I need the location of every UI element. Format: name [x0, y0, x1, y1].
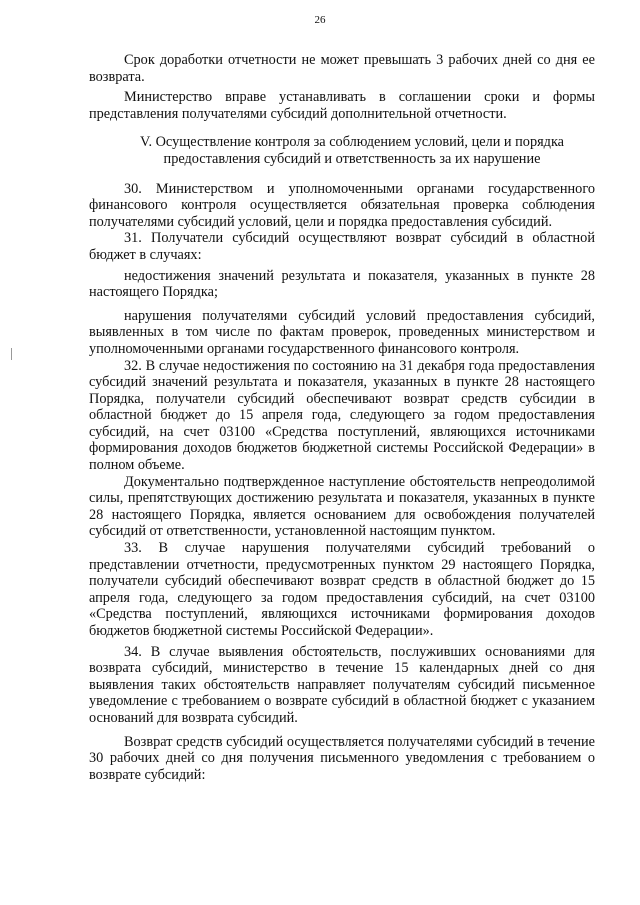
clause-32: 32. В случае недостижения по состоянию на 31 декабря года предоставления субсидий значений результата и показателя, указанных в пункте 28 настоящего Порядка, получатели субсидий обеспечивают возврат средств субсидии в областной бюджет до 15 апреля года, следующего за годом предоставления субсидий, на счет 03100 «Средства поступлений, являющихся источниками формирования доходов бюджетов бюджетной системы Российской Федерации» в полном объеме.: [89, 357, 595, 474]
clause-34: 34. В случае выявления обстоятельств, послуживших основаниями для возврата субсидий, министерство в течение 15 календарных дней со дня выявления таких обстоятельств направляет получателям субсидий письменное уведомление с требованием о возврате субсидий в областной бюджет с указанием оснований для возврата субсидий.: [89, 643, 595, 726]
clause-32-force-majeure: Документально подтвержденное наступление обстоятельств непреодолимой силы, препятствующих достижению результата и показателя, указанных в пункте 28 настоящего Порядка, является основанием для освобождения получателей субсидий от ответственности, установленной настоящим пунктом.: [89, 473, 595, 540]
section-heading-line-1: V. Осуществление контроля за соблюдением условий, цели и порядка: [139, 134, 565, 151]
clause-31-case-b: нарушения получателями субсидий условий предоставления субсидий, выявленных в том числе по фактам проверок, проведенных министерством и уполномоченными органами государственного финансового контроля.: [89, 307, 595, 357]
margin-mark: [11, 348, 12, 360]
paragraph-revision-deadline: Срок доработки отчетности не может превышать 3 рабочих дней со дня ее возврата.: [89, 52, 595, 85]
clause-31: 31. Получатели субсидий осуществляют возврат субсидий в областной бюджет в случаях:: [89, 230, 595, 263]
clause-30: 30. Министерством и уполномоченными органами государственного финансового контроля осуществляется обязательная проверка соблюдения получателями субсидий условий, цели и порядка предоставления субсидий.: [89, 180, 595, 230]
clause-31-case-a: недостижения значений результата и показателя, указанных в пункте 28 настоящего Порядка;: [89, 267, 595, 301]
section-heading: [89, 134, 595, 167]
clause-33: 33. В случае нарушения получателями субсидий требований о представлении отчетности, предусмотренных пунктом 29 настоящего Порядка, получатели субсидий обеспечивают возврат средств в областной бюджет до 15 апреля года, следующего за годом предоставления субсидий, на счет 03100 «Средства поступлений, являющихся источниками формирования доходов бюджетов бюджетной системы Российской Федерации».: [89, 540, 595, 639]
document-body: [89, 52, 595, 783]
page-number: 26: [314, 14, 326, 26]
paragraph-additional-reporting: Министерство вправе устанавливать в соглашении сроки и формы представления получателями субсидий дополнительной отчетности.: [89, 89, 595, 122]
section-heading-line-2: предоставления субсидий и ответственность за их нарушение: [163, 150, 541, 167]
clause-34-return-term: Возврат средств субсидий осуществляется получателями субсидий в течение 30 рабочих дней со дня получения письменного уведомления с требованием о возврате субсидий:: [89, 733, 595, 783]
